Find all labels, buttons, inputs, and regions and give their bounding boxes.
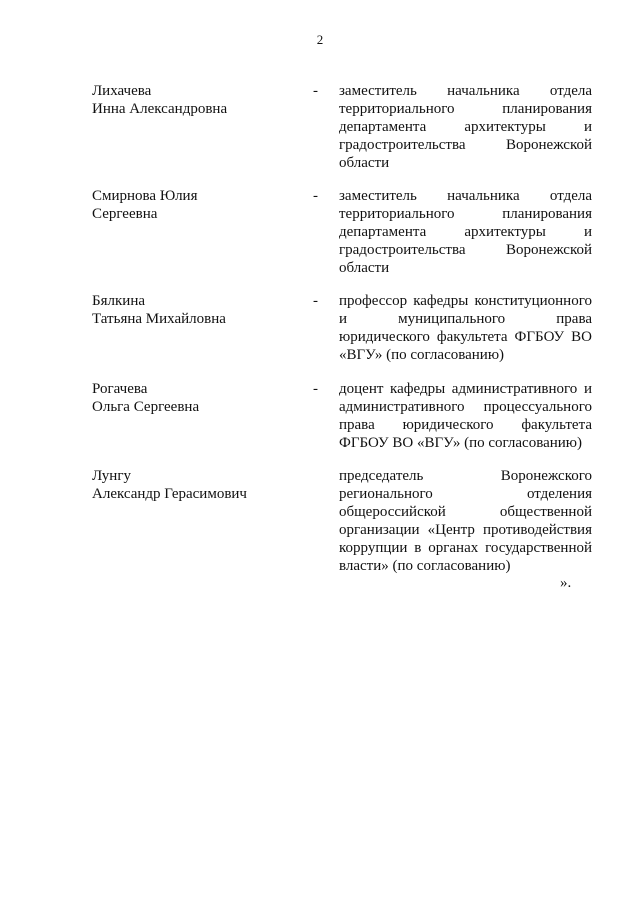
position-line: власти» (по согласованию): [339, 558, 511, 574]
position-line: градостроительства Воронежской: [339, 242, 592, 258]
position-line: административного процессуального: [339, 399, 592, 415]
name-line: Смирнова Юлия: [92, 188, 198, 204]
position-line: градостроительства Воронежской: [339, 137, 592, 153]
position-line: председатель Воронежского: [339, 468, 592, 484]
separator-dash: -: [313, 188, 318, 204]
name-line: Татьяна Михайловна: [92, 311, 226, 327]
name-line: Бялкина: [92, 293, 145, 309]
member-name: [92, 380, 292, 416]
closing-quote-mark: ».: [560, 575, 572, 591]
member-position: [339, 380, 592, 452]
position-line: департамента архитектуры и: [339, 224, 592, 240]
name-line: Лунгу: [92, 468, 131, 484]
name-line: Александр Герасимович: [92, 486, 247, 502]
name-line: Лихачева: [92, 83, 152, 99]
name-line: Рогачева: [92, 381, 148, 397]
position-line: права юридического факультета: [339, 417, 592, 433]
member-name: [92, 292, 292, 328]
page-number: 2: [316, 32, 324, 47]
position-line: департамента архитектуры и: [339, 119, 592, 135]
position-line: заместитель начальника отдела: [339, 83, 592, 99]
name-line: Сергеевна: [92, 206, 158, 222]
position-line: территориального планирования: [339, 101, 592, 117]
position-line: профессор кафедры конституционного: [339, 293, 592, 309]
position-line: области: [339, 155, 390, 171]
position-line: территориального планирования: [339, 206, 592, 222]
position-line: ФГБОУ ВО «ВГУ» (по согласованию): [339, 435, 583, 451]
separator-dash: -: [313, 293, 318, 309]
separator-dash: -: [313, 381, 318, 397]
position-line: общероссийской общественной: [339, 504, 592, 520]
position-line: организации «Центр противодействия: [339, 522, 592, 538]
position-line: коррупции в органах государственной: [339, 540, 592, 556]
member-position: [339, 82, 592, 172]
member-position: [339, 187, 592, 277]
position-line: доцент кафедры административного и: [339, 381, 592, 397]
member-name: [92, 187, 292, 223]
position-line: области: [339, 260, 390, 276]
position-line: и муниципального права: [339, 311, 592, 327]
position-line: регионального отделения: [339, 486, 592, 502]
position-line: «ВГУ» (по согласованию): [339, 347, 505, 363]
member-position: [339, 292, 592, 364]
position-line: юридического факультета ФГБОУ ВО: [339, 329, 592, 345]
position-line: заместитель начальника отдела: [339, 188, 592, 204]
member-name: [92, 82, 292, 118]
name-line: Инна Александровна: [92, 101, 228, 117]
separator-dash: -: [313, 83, 318, 99]
member-name: [92, 467, 292, 503]
name-line: Ольга Сергеевна: [92, 399, 200, 415]
member-position: [339, 467, 592, 575]
